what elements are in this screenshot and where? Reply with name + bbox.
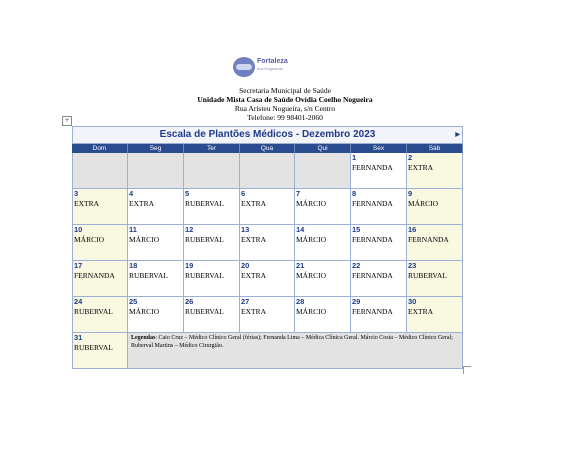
day-of-week-header: Qua <box>240 144 295 153</box>
doctor-name: RUBERVAL <box>185 199 224 208</box>
legend-label: Legendas <box>131 335 156 341</box>
calendar-day-cell[interactable] <box>128 153 184 188</box>
arrow-right-icon: ▶ <box>455 132 460 138</box>
day-number: 31 <box>74 333 83 342</box>
calendar-day-cell[interactable] <box>295 189 351 224</box>
calendar-day-cell[interactable] <box>128 189 184 224</box>
calendar-day-cell[interactable] <box>351 261 407 296</box>
calendar-day-cell[interactable] <box>407 153 463 188</box>
calendar-day-cell[interactable] <box>72 153 128 188</box>
day-number: 6 <box>241 189 246 198</box>
day-of-week-header: Sex <box>351 144 407 153</box>
day-number: 27 <box>241 297 250 306</box>
calendar-day-cell[interactable] <box>128 261 184 296</box>
calendar-day-cell[interactable] <box>128 297 184 332</box>
day-number: 20 <box>241 261 250 270</box>
logo <box>233 55 288 79</box>
doctor-name: FERNANDA <box>408 235 449 244</box>
doctor-name: EXTRA <box>241 271 266 280</box>
calendar-day-cell[interactable] <box>72 333 128 368</box>
day-of-week-header: Seg <box>128 144 184 153</box>
doctor-name: MÁRCIO <box>129 307 160 316</box>
legend-cell <box>128 333 463 368</box>
day-of-week-header: Dom <box>72 144 128 153</box>
calendar-day-cell[interactable] <box>240 189 295 224</box>
day-number: 21 <box>296 261 305 270</box>
day-number: 13 <box>241 225 250 234</box>
calendar-day-cell[interactable] <box>72 189 128 224</box>
day-number: 26 <box>185 297 194 306</box>
day-number: 9 <box>408 189 413 198</box>
calendar-day-cell[interactable] <box>351 153 407 188</box>
day-number: 5 <box>185 189 190 198</box>
doctor-name: MÁRCIO <box>296 199 327 208</box>
doctor-name: EXTRA <box>241 307 266 316</box>
day-number: 23 <box>408 261 417 270</box>
calendar-week-row <box>72 153 463 189</box>
day-number: 16 <box>408 225 417 234</box>
doctor-name: EXTRA <box>408 163 433 172</box>
calendar-day-cell[interactable] <box>295 225 351 260</box>
doctor-name: EXTRA <box>129 199 154 208</box>
day-number: 22 <box>352 261 361 270</box>
day-number: 4 <box>129 189 134 198</box>
day-number: 8 <box>352 189 357 198</box>
day-number: 29 <box>352 297 361 306</box>
doctor-name: MÁRCIO <box>296 307 327 316</box>
calendar-title: Escala de Plantões Médicos - Dezembro 2023 <box>159 129 376 140</box>
table-corner-marker <box>463 366 471 374</box>
calendar-weeks <box>72 153 463 369</box>
day-number: 25 <box>129 297 138 306</box>
doctor-name: EXTRA <box>408 307 433 316</box>
doctor-name: EXTRA <box>241 199 266 208</box>
header-secretaria: Secretaria Municipal de Saúde <box>239 86 331 95</box>
doctor-name: MÁRCIO <box>129 235 160 244</box>
calendar-day-cell[interactable] <box>407 189 463 224</box>
day-number: 10 <box>74 225 83 234</box>
doctor-name: RUBERVAL <box>129 271 168 280</box>
day-number: 14 <box>296 225 305 234</box>
doctor-name: FERNANDA <box>352 307 393 316</box>
calendar-day-cell[interactable] <box>184 153 240 188</box>
calendar-week-row <box>72 297 463 333</box>
calendar-week-row <box>72 225 463 261</box>
doctor-name: FERNANDA <box>74 271 115 280</box>
doctor-name: MÁRCIO <box>296 235 327 244</box>
doctor-name: FERNANDA <box>352 271 393 280</box>
calendar-day-cell[interactable] <box>72 225 128 260</box>
calendar-day-cell[interactable] <box>351 225 407 260</box>
doctor-name: RUBERVAL <box>74 343 113 352</box>
doctor-name: MÁRCIO <box>74 235 105 244</box>
legend-text: : Caio Cruz – Médico Clínico Geral (férias); Fernanda Lima – Médica Clínica Geral. Márcio Costa – Médico Clínico Geral; Ruberval Martins – Médico Cirurgião. <box>131 335 453 349</box>
calendar-day-cell[interactable] <box>184 189 240 224</box>
doctor-name: RUBERVAL <box>185 307 224 316</box>
days-of-week-header <box>72 144 463 153</box>
logo-subtitle: dos Nogueiras <box>257 66 283 71</box>
day-number: 2 <box>408 153 413 162</box>
doctor-name: FERNANDA <box>352 235 393 244</box>
header-endereco: Rua Aristeu Nogueira, s/n Centro <box>234 104 336 113</box>
calendar-day-cell[interactable] <box>407 261 463 296</box>
doctor-name: RUBERVAL <box>74 307 113 316</box>
doctor-name: RUBERVAL <box>185 235 224 244</box>
day-number: 12 <box>185 225 194 234</box>
doctor-name: RUBERVAL <box>185 271 224 280</box>
logo-name: Fortaleza <box>257 58 288 65</box>
day-number: 30 <box>408 297 417 306</box>
day-number: 7 <box>296 189 301 198</box>
calendar-day-cell[interactable] <box>240 225 295 260</box>
doctor-name: EXTRA <box>241 235 266 244</box>
day-number: 15 <box>352 225 361 234</box>
calendar-day-cell[interactable] <box>184 225 240 260</box>
day-number: 19 <box>185 261 194 270</box>
calendar-day-cell[interactable] <box>407 225 463 260</box>
calendar-week-row <box>72 261 463 297</box>
day-number: 28 <box>296 297 305 306</box>
calendar-day-cell[interactable] <box>72 297 128 332</box>
day-of-week-header: Qui <box>295 144 351 153</box>
calendar-table <box>72 126 463 369</box>
doctor-name: MÁRCIO <box>408 199 439 208</box>
header-unidade: Unidade Mista Casa de Saúde Ovídia Coelho Nogueira <box>197 95 373 104</box>
day-of-week-header: Ter <box>184 144 240 153</box>
day-number: 17 <box>74 261 83 270</box>
calendar-day-cell[interactable] <box>184 261 240 296</box>
calendar-day-cell[interactable] <box>240 153 295 188</box>
calendar-day-cell[interactable] <box>351 189 407 224</box>
calendar-day-cell[interactable] <box>295 261 351 296</box>
calendar-day-cell[interactable] <box>295 153 351 188</box>
calendar-title-bar <box>72 126 463 144</box>
calendar-day-cell[interactable] <box>295 297 351 332</box>
calendar-day-cell[interactable] <box>184 297 240 332</box>
day-number: 3 <box>74 189 79 198</box>
calendar-day-cell[interactable] <box>72 261 128 296</box>
move-handle-icon[interactable]: + <box>62 116 72 126</box>
day-number: 24 <box>74 297 83 306</box>
calendar-day-cell[interactable] <box>407 297 463 332</box>
calendar-day-cell[interactable] <box>351 297 407 332</box>
calendar-day-cell[interactable] <box>240 297 295 332</box>
day-number: 1 <box>352 153 357 162</box>
doctor-name: RUBERVAL <box>408 271 447 280</box>
doctor-name: FERNANDA <box>352 163 393 172</box>
doctor-name: FERNANDA <box>352 199 393 208</box>
calendar-day-cell[interactable] <box>128 225 184 260</box>
doctor-name: MÁRCIO <box>296 271 327 280</box>
header-telefone: Telefone: 99 98401-2060 <box>247 113 323 122</box>
logo-emblem-icon <box>233 57 255 77</box>
day-of-week-header: Sáb <box>407 144 463 153</box>
day-number: 18 <box>129 261 138 270</box>
day-number: 11 <box>129 225 137 234</box>
calendar-week-row <box>72 333 463 369</box>
calendar-day-cell[interactable] <box>240 261 295 296</box>
calendar-week-row <box>72 189 463 225</box>
doctor-name: EXTRA <box>74 199 99 208</box>
